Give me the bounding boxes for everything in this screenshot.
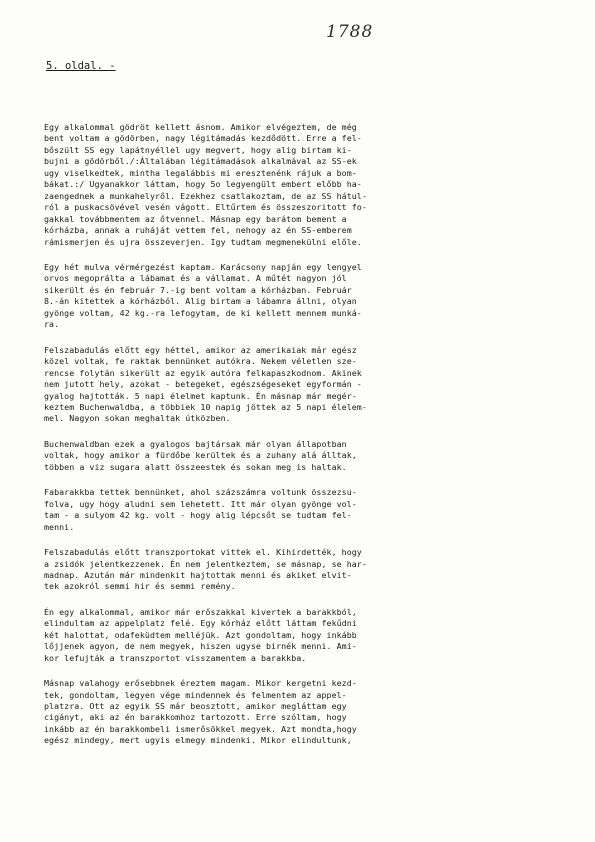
text-line: elindultam az appelplatz felé. Egy kórház előtt láttam fekűdni xyxy=(44,618,357,629)
text-line: többen a viz sugara alatt összeestek és sokan meg is haltak. xyxy=(44,461,347,472)
text-line: orvos megoprálta a lábamat és a vállamat. A műtét nagyon jól xyxy=(44,273,347,284)
text-line: tam - a sulyom 42 kg. volt - hogy alig lépcsőt se tudtam fel- xyxy=(44,510,352,521)
text-line: két halottat, odafeküdtem melléjük. Azt gondoltam, hogy inkább xyxy=(44,629,357,640)
handwritten-page-number: 1788 xyxy=(326,22,374,42)
text-line: nem jutott hely, azokat - betegeket, egészségeseket egyformán - xyxy=(44,379,362,390)
text-line: Fabarakkba tettek bennünket, ahol százszámra voltunk összezsu- xyxy=(44,487,357,498)
text-line: cigányt, aki az én barakkomhoz tartozott. Erre szóltam, hogy xyxy=(44,712,347,723)
text-line: menni. xyxy=(44,521,75,532)
text-line: bujni a gödörből./:Általában légitámadások alkalmával az SS-ek xyxy=(44,156,357,167)
text-line: ugy viselkedtek, mintha legalábbis mi eresztenénk rájuk a bom- xyxy=(44,167,357,178)
text-line: Másnap valahogy erősebbnek éreztem magam. Mikor kergetni kezd- xyxy=(44,678,357,689)
text-line: zaengednek a munkahelyről. Ezekhez csatlakoztam, de az SS hátul- xyxy=(44,190,367,201)
text-line: rámismerjen és ujra összeverjen. Igy tudtam megmenekülni előle. xyxy=(44,236,362,247)
document-body xyxy=(44,122,566,761)
text-line: egész mindegy, mert ugyis elmegy mindenki. Mikor elindultunk, xyxy=(44,735,352,746)
paragraph xyxy=(44,607,566,664)
text-line: sikerült és én február 7.-ig bent voltam a kórházban. Február xyxy=(44,284,352,295)
text-line: Egy hét mulva vérmérgezést kaptam. Karácsony napján egy lengyel xyxy=(44,261,362,272)
text-line: kórházba, annak a ruháját vettem fel, nehogy az én SS-emberem xyxy=(44,225,352,236)
text-line: Felszabadulás előtt transzportokat vittek el. Kihirdették, hogy xyxy=(44,547,362,558)
text-line: mel. Nagyon sokan meghaltak útközben. xyxy=(44,413,231,424)
paragraph xyxy=(44,122,566,248)
paragraph xyxy=(44,547,566,593)
paragraph xyxy=(44,487,566,533)
text-line: Egy alkalommal gödröt kellett ásnom. Amikor elvégeztem, de még xyxy=(44,122,357,132)
paragraph xyxy=(44,678,566,747)
paragraph xyxy=(44,262,566,331)
paragraph xyxy=(44,439,566,473)
text-line: Én egy alkalommal, amikor már erőszakkal kivertek a barakkból, xyxy=(44,606,357,617)
text-line: platzra. Ott az egyik SS már beosztott, amikor megláttam egy xyxy=(44,701,347,712)
text-line: voltak, hogy amikor a fürdőbe kerültek és a zuhany alá álltak, xyxy=(44,450,357,461)
text-line: gyalog hajtották. 5 napi élelmet kaptunk. Én másnap már megér- xyxy=(44,390,357,401)
text-line: ról a puskacsövével vesén vágott. Eltűrtem és összeszoritott fo- xyxy=(44,202,367,213)
text-line: ra. xyxy=(44,319,60,330)
text-line: 8.-án kitettek a kórházból. Alig birtam a lábamra állni, olyan xyxy=(44,296,357,307)
text-line: a zsidók jelentkezzenek. Én nem jelentkeztem, se másnap, se har- xyxy=(44,558,367,569)
text-line: madnap. Azután már mindenkit hajtottak menni és akiket elvit- xyxy=(44,569,352,580)
text-line: Felszabadulás előtt egy héttel, amikor az amerikaiak már egész xyxy=(44,344,357,355)
text-line: gyönge voltam, 42 kg.-ra lefogytam, de ki kellett mennem munká- xyxy=(44,307,362,318)
text-line: bákat.:/ Ugyanakkor láttam, hogy 5o legyengült embert előbb ha- xyxy=(44,179,362,190)
paragraph xyxy=(44,345,566,425)
text-line: folva, ugy hogy aludni sem lehetett. Itt már olyan gyönge vol- xyxy=(44,498,357,509)
page-header: 5. oldal. - xyxy=(46,60,116,72)
text-line: rencse folytán sikerült az egyik autóra felkapaszkodnom. Akinek xyxy=(44,367,362,378)
text-line: kor lefujták a transzportot visszamentem a barakkba. xyxy=(44,652,307,663)
text-line: bent voltam a gödörben, nagy légitámadás kezdődött. Erre a fel- xyxy=(44,133,362,144)
text-line: közel voltak, fe raktak bennünket autókra. Nekem véletlen sze- xyxy=(44,356,357,367)
text-line: inkább az én barakkombeli ismerősökkel megyek. Azt mondta,hogy xyxy=(44,723,357,734)
text-line: Buchenwaldban ezek a gyalogos bajtársak már olyan állapotban xyxy=(44,438,347,449)
text-line: keztem Buchenwaldba, a többiek 10 napig jöttek az 5 napi élelem- xyxy=(44,401,367,412)
text-line: gakkal továbbmentem az őtvennel. Másnap egy barátom bement a xyxy=(44,213,347,224)
text-line: tek, gondoltam, legyen vége mindennek és felmentem az appel- xyxy=(44,689,347,700)
text-line: lőjjenek agyon, de nem megyek, hiszen ugyse birnék menni. Ami- xyxy=(44,641,357,652)
text-line: tek azokról semmi hir és semmi remény. xyxy=(44,581,236,592)
text-line: bőszült SS egy lapátnyéllel ugy megvert, hogy alig birtam ki- xyxy=(44,144,352,155)
